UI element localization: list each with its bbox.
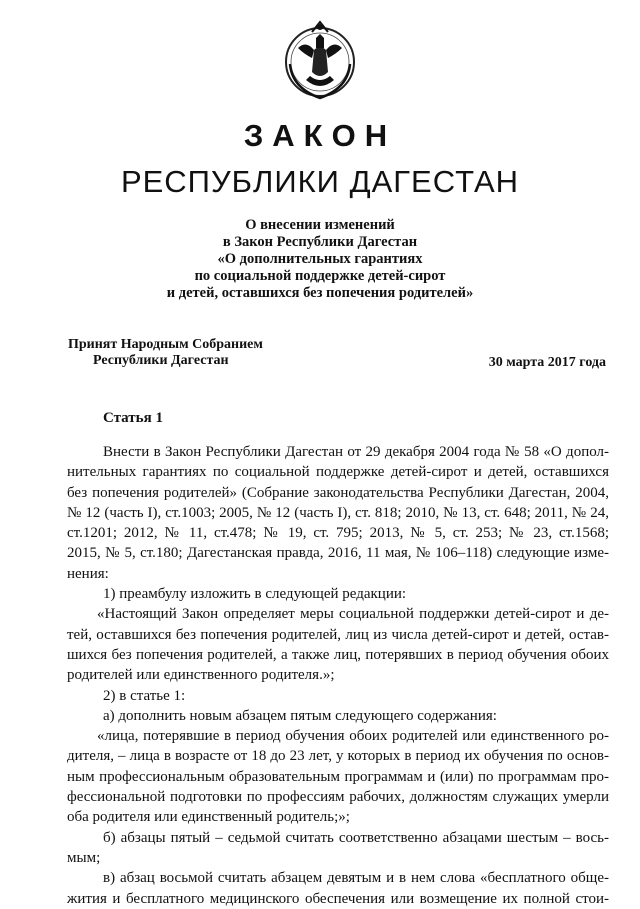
text-line: а) дополнить новым абзацем пятым следующего содержания: — [103, 707, 497, 724]
heading-line: и детей, оставшихся без попечения родителей» — [166, 285, 474, 301]
text-line: жития и бесплатного медицинского обеспечения или возмещение их полной стои- — [67, 890, 609, 907]
heading-line: по социальной поддержке детей-сирот — [194, 268, 446, 284]
text-line: б) абзацы пятый – седьмой считать соответственно абзацами шестым – вось- — [103, 829, 609, 846]
adoption-date: 30 марта 2017 года — [488, 355, 606, 370]
text-line: мым; — [67, 849, 101, 866]
text-line: «лица, потерявшие в период обучения обоих родителей или единственного ро- — [97, 728, 609, 745]
adoption-line: Республики Дагестан — [93, 353, 229, 368]
adoption-block — [68, 337, 263, 369]
heading-line: О внесении изменений — [245, 217, 395, 233]
law-title: ЗАКОН — [243, 118, 397, 153]
text-line: ным профессиональным образовательным программам и (или) по программам про- — [67, 768, 609, 785]
text-line: нения: — [67, 565, 109, 582]
text-line: в) абзац восьмой считать абзацем девятым и в нем слова «бесплатного обще- — [103, 870, 609, 887]
text-line: Внести в Закон Республики Дагестан от 29 декабря 2004 года № 58 «О допол- — [103, 444, 609, 460]
article-title: Статья 1 — [103, 410, 163, 426]
text-line: без попечения родителей» (Собрание законодательства Республики Дагестан, 2004, — [67, 484, 609, 501]
text-line: фессиональной подготовки по профессиям рабочих, должностям служащих умерли — [67, 789, 609, 806]
text-line: тей, оставшихся без попечения родителей, лиц из числа детей-сирот и детей, остав- — [67, 626, 609, 643]
text-line: шихся без попечения родителей, а также лиц, потерявших в период обучения обоих — [67, 646, 609, 663]
text-line: 2) в статье 1: — [103, 687, 186, 704]
text-line: № 12 (часть I), ст.1003; 2005, № 12 (часть I), ст. 818; 2010, № 13, ст. 648; 2011, № 24, — [67, 504, 609, 521]
text-line: родителей или единственного родителя.»; — [67, 667, 335, 684]
law-subtitle: РЕСПУБЛИКИ ДАГЕСТАН — [120, 164, 520, 199]
text-line: дителя, – лица в возрасте от 18 до 23 лет, у которых в период их обучения по основ- — [67, 748, 609, 765]
coat-of-arms-icon — [276, 18, 364, 102]
text-line: 1) преамбулу изложить в следующей редакции: — [103, 586, 407, 603]
text-line: оба родителя или единственный родитель;»; — [67, 809, 350, 826]
text-line: «Настоящий Закон определяет меры социальной поддержки детей-сирот и де- — [97, 606, 609, 623]
heading-line: в Закон Республики Дагестан — [222, 234, 418, 250]
article-body — [67, 442, 609, 909]
adoption-line: Принят Народным Собранием — [68, 337, 263, 352]
text-line: 2015, № 5, ст.180; Дагестанская правда, 2016, 11 мая, № 106–118) следующие изме- — [67, 545, 609, 562]
law-heading — [0, 217, 640, 302]
heading-line: «О дополнительных гарантиях — [217, 251, 423, 267]
text-line: ст.1201; 2012, № 11, ст.478; № 19, ст. 795; 2013, № 5, ст. 253; № 23, ст.1568; — [67, 525, 609, 542]
text-line: нительных гарантиях по социальной поддержке детей-сирот и детей, оставшихся — [67, 464, 609, 481]
